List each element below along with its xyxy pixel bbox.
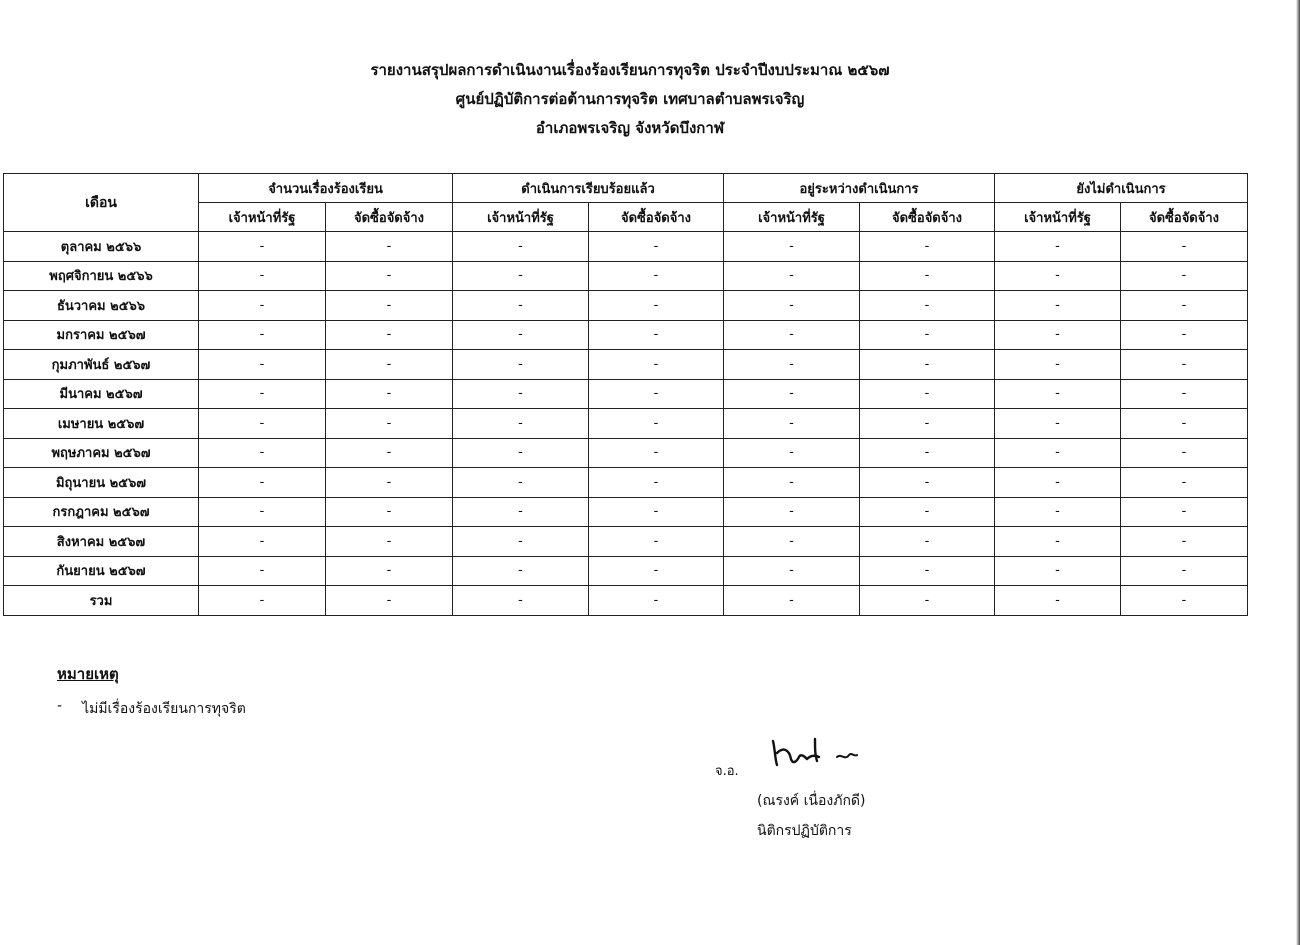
signature-block bbox=[715, 735, 955, 845]
value-cell: - bbox=[326, 586, 453, 616]
value-cell: - bbox=[326, 409, 453, 439]
value-cell: - bbox=[199, 320, 326, 350]
value-cell: - bbox=[589, 409, 724, 439]
report-title bbox=[0, 56, 1260, 143]
value-cell: - bbox=[589, 261, 724, 291]
value-cell: - bbox=[860, 232, 995, 262]
value-cell: - bbox=[326, 527, 453, 557]
value-cell: - bbox=[724, 586, 860, 616]
value-cell: - bbox=[589, 291, 724, 321]
table-row bbox=[4, 468, 1248, 498]
value-cell: - bbox=[199, 468, 326, 498]
value-cell: - bbox=[995, 497, 1121, 527]
table-row bbox=[4, 291, 1248, 321]
month-cell: กันยายน ๒๕๖๗ bbox=[4, 556, 199, 586]
value-cell: - bbox=[453, 320, 589, 350]
month-cell: พฤศจิกายน ๒๕๖๖ bbox=[4, 261, 199, 291]
value-cell: - bbox=[1121, 409, 1248, 439]
value-cell: - bbox=[326, 320, 453, 350]
table-body bbox=[4, 232, 1248, 616]
notes-item bbox=[57, 698, 246, 720]
value-cell: - bbox=[199, 409, 326, 439]
value-cell: - bbox=[199, 350, 326, 380]
value-cell: - bbox=[724, 232, 860, 262]
handwritten-signature bbox=[763, 735, 863, 775]
month-cell: มกราคม ๒๕๖๗ bbox=[4, 320, 199, 350]
value-cell: - bbox=[995, 291, 1121, 321]
value-cell: - bbox=[199, 527, 326, 557]
value-cell: - bbox=[589, 468, 724, 498]
value-cell: - bbox=[199, 232, 326, 262]
value-cell: - bbox=[453, 379, 589, 409]
value-cell: - bbox=[453, 527, 589, 557]
table-row bbox=[4, 320, 1248, 350]
page-edge-shadow bbox=[1296, 0, 1300, 945]
subheader-procurement: จัดซื้อจัดจ้าง bbox=[589, 203, 724, 232]
value-cell: - bbox=[860, 320, 995, 350]
value-cell: - bbox=[860, 438, 995, 468]
table-row bbox=[4, 350, 1248, 380]
month-column-header: เดือน bbox=[4, 174, 199, 232]
value-cell: - bbox=[326, 438, 453, 468]
group-header-total-complaints: จำนวนเรื่องร้องเรียน bbox=[199, 174, 453, 203]
value-cell: - bbox=[724, 527, 860, 557]
month-cell: ธันวาคม ๒๕๖๖ bbox=[4, 291, 199, 321]
table-row bbox=[4, 379, 1248, 409]
value-cell: - bbox=[199, 438, 326, 468]
value-cell: - bbox=[453, 350, 589, 380]
value-cell: - bbox=[199, 291, 326, 321]
value-cell: - bbox=[724, 291, 860, 321]
value-cell: - bbox=[589, 232, 724, 262]
value-cell: - bbox=[453, 291, 589, 321]
month-cell: มิถุนายน ๒๕๖๗ bbox=[4, 468, 199, 498]
value-cell: - bbox=[860, 586, 995, 616]
value-cell: - bbox=[724, 556, 860, 586]
value-cell: - bbox=[860, 468, 995, 498]
month-cell: กรกฎาคม ๒๕๖๗ bbox=[4, 497, 199, 527]
value-cell: - bbox=[1121, 497, 1248, 527]
value-cell: - bbox=[995, 527, 1121, 557]
value-cell: - bbox=[589, 497, 724, 527]
subheader-procurement: จัดซื้อจัดจ้าง bbox=[326, 203, 453, 232]
group-header-in-progress: อยู่ระหว่างดำเนินการ bbox=[724, 174, 995, 203]
value-cell: - bbox=[589, 320, 724, 350]
value-cell: - bbox=[326, 379, 453, 409]
month-cell: สิงหาคม ๒๕๖๗ bbox=[4, 527, 199, 557]
value-cell: - bbox=[199, 379, 326, 409]
value-cell: - bbox=[724, 379, 860, 409]
table-row bbox=[4, 232, 1248, 262]
value-cell: - bbox=[1121, 261, 1248, 291]
value-cell: - bbox=[1121, 379, 1248, 409]
value-cell: - bbox=[995, 379, 1121, 409]
value-cell: - bbox=[326, 291, 453, 321]
value-cell: - bbox=[995, 556, 1121, 586]
subheader-official: เจ้าหน้าที่รัฐ bbox=[453, 203, 589, 232]
value-cell: - bbox=[995, 586, 1121, 616]
value-cell: - bbox=[724, 409, 860, 439]
subheader-official: เจ้าหน้าที่รัฐ bbox=[199, 203, 326, 232]
value-cell: - bbox=[1121, 556, 1248, 586]
subheader-official: เจ้าหน้าที่รัฐ bbox=[724, 203, 860, 232]
signatory-position: นิติกรปฏิบัติการ bbox=[757, 823, 852, 839]
table-row bbox=[4, 556, 1248, 586]
subheader-official: เจ้าหน้าที่รัฐ bbox=[995, 203, 1121, 232]
value-cell: - bbox=[199, 497, 326, 527]
month-cell: มีนาคม ๒๕๖๗ bbox=[4, 379, 199, 409]
value-cell: - bbox=[589, 556, 724, 586]
subheader-procurement: จัดซื้อจัดจ้าง bbox=[860, 203, 995, 232]
value-cell: - bbox=[1121, 438, 1248, 468]
value-cell: - bbox=[1121, 291, 1248, 321]
title-line-2: ศูนย์ปฏิบัติการต่อต้านการทุจริต เทศบาลตำบลพรเจริญ bbox=[455, 90, 805, 108]
value-cell: - bbox=[326, 232, 453, 262]
notes-text: ไม่มีเรื่องร้องเรียนการทุจริต bbox=[82, 701, 246, 717]
value-cell: - bbox=[1121, 468, 1248, 498]
title-line-3: อำเภอพรเจริญ จังหวัดบึงกาฬ bbox=[535, 119, 725, 137]
value-cell: - bbox=[724, 468, 860, 498]
signatory-name: (ณรงค์ เนื่องภักดี) bbox=[757, 793, 866, 809]
value-cell: - bbox=[995, 320, 1121, 350]
value-cell: - bbox=[995, 350, 1121, 380]
value-cell: - bbox=[860, 497, 995, 527]
value-cell: - bbox=[453, 409, 589, 439]
value-cell: - bbox=[860, 291, 995, 321]
value-cell: - bbox=[453, 497, 589, 527]
value-cell: - bbox=[199, 261, 326, 291]
month-cell: ตุลาคม ๒๕๖๖ bbox=[4, 232, 199, 262]
value-cell: - bbox=[1121, 527, 1248, 557]
title-line-1: รายงานสรุปผลการดำเนินงานเรื่องร้องเรียนการทุจริต ประจำปีงบประมาณ ๒๕๖๗ bbox=[370, 61, 890, 79]
subheader-procurement: จัดซื้อจัดจ้าง bbox=[1121, 203, 1248, 232]
value-cell: - bbox=[724, 261, 860, 291]
value-cell: - bbox=[1121, 586, 1248, 616]
value-cell: - bbox=[589, 350, 724, 380]
value-cell: - bbox=[326, 556, 453, 586]
value-cell: - bbox=[860, 261, 995, 291]
notes-bullet: - bbox=[57, 698, 63, 714]
month-cell: พฤษภาคม ๒๕๖๗ bbox=[4, 438, 199, 468]
value-cell: - bbox=[326, 497, 453, 527]
value-cell: - bbox=[860, 350, 995, 380]
value-cell: - bbox=[860, 527, 995, 557]
value-cell: - bbox=[860, 409, 995, 439]
table-row bbox=[4, 497, 1248, 527]
value-cell: - bbox=[453, 438, 589, 468]
table-row bbox=[4, 527, 1248, 557]
value-cell: - bbox=[995, 438, 1121, 468]
value-cell: - bbox=[453, 468, 589, 498]
value-cell: - bbox=[1121, 232, 1248, 262]
value-cell: - bbox=[724, 438, 860, 468]
value-cell: - bbox=[860, 379, 995, 409]
value-cell: - bbox=[589, 527, 724, 557]
group-header-completed: ดำเนินการเรียบร้อยแล้ว bbox=[453, 174, 724, 203]
value-cell: - bbox=[724, 350, 860, 380]
value-cell: - bbox=[724, 497, 860, 527]
value-cell: - bbox=[326, 261, 453, 291]
value-cell: - bbox=[453, 261, 589, 291]
value-cell: - bbox=[860, 556, 995, 586]
group-header-not-started: ยังไม่ดำเนินการ bbox=[995, 174, 1248, 203]
table-row bbox=[4, 438, 1248, 468]
signature-rank: จ.อ. bbox=[715, 764, 739, 779]
total-label: รวม bbox=[4, 586, 199, 616]
value-cell: - bbox=[995, 409, 1121, 439]
value-cell: - bbox=[995, 261, 1121, 291]
complaint-summary-table bbox=[3, 173, 1248, 616]
value-cell: - bbox=[199, 556, 326, 586]
value-cell: - bbox=[589, 379, 724, 409]
notes-section bbox=[57, 662, 246, 720]
table-row bbox=[4, 261, 1248, 291]
value-cell: - bbox=[453, 232, 589, 262]
month-cell: เมษายน ๒๕๖๗ bbox=[4, 409, 199, 439]
value-cell: - bbox=[589, 438, 724, 468]
notes-title: หมายเหตุ bbox=[57, 665, 119, 683]
value-cell: - bbox=[724, 320, 860, 350]
value-cell: - bbox=[1121, 350, 1248, 380]
month-cell: กุมภาพันธ์ ๒๕๖๗ bbox=[4, 350, 199, 380]
value-cell: - bbox=[453, 556, 589, 586]
value-cell: - bbox=[199, 586, 326, 616]
total-row bbox=[4, 586, 1248, 616]
value-cell: - bbox=[995, 232, 1121, 262]
value-cell: - bbox=[326, 468, 453, 498]
value-cell: - bbox=[995, 468, 1121, 498]
value-cell: - bbox=[589, 586, 724, 616]
table-row bbox=[4, 409, 1248, 439]
value-cell: - bbox=[453, 586, 589, 616]
value-cell: - bbox=[1121, 320, 1248, 350]
value-cell: - bbox=[326, 350, 453, 380]
